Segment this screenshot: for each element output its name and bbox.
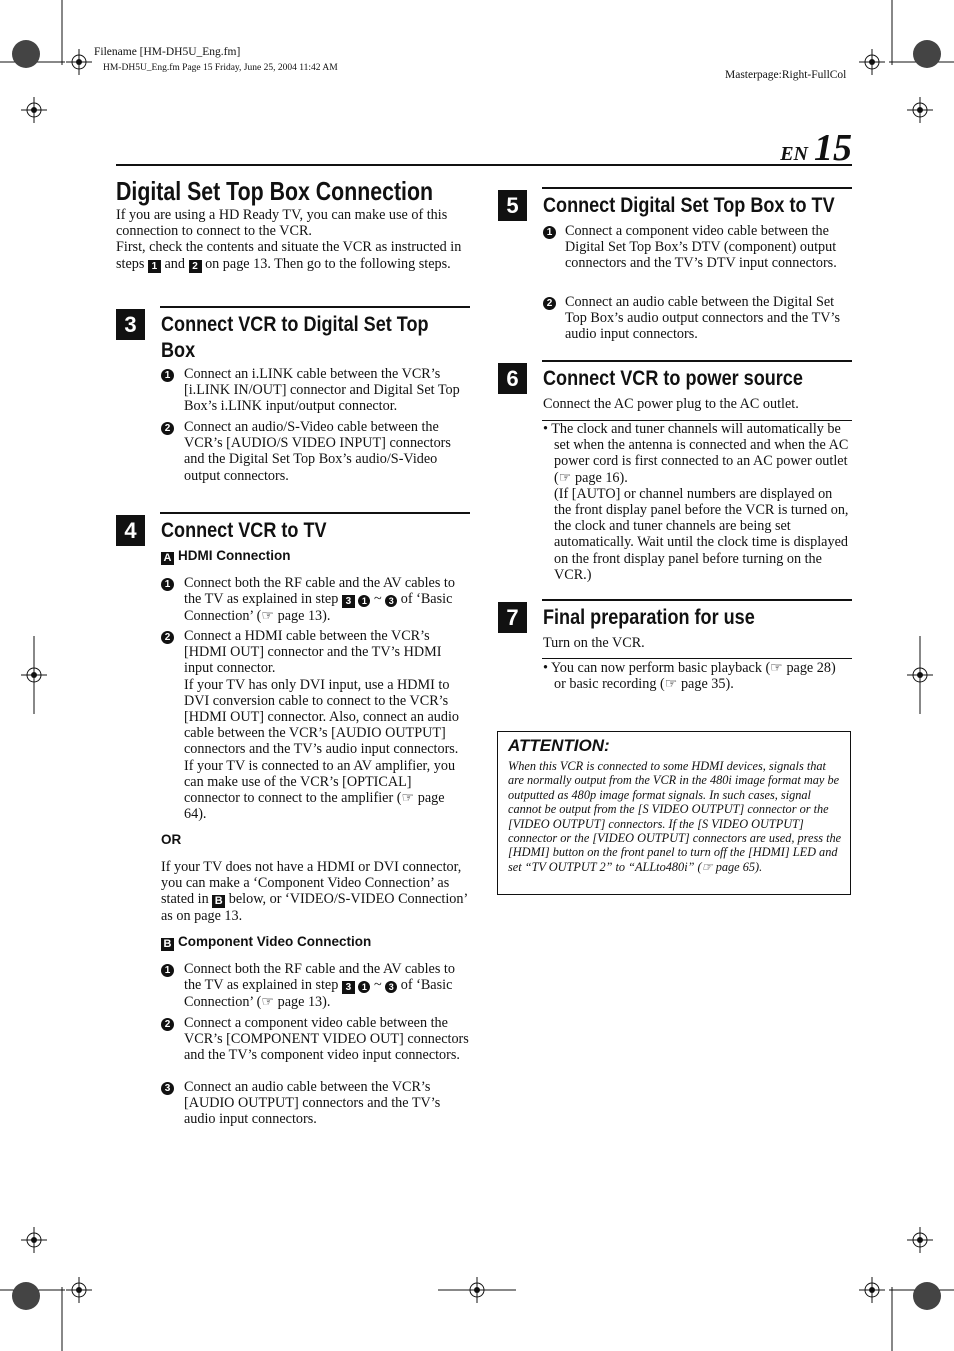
intro-p1: If you are using a HD Ready TV, you can make use of this connection to connect to the VCR. [116,207,448,240]
step-5-item-2-number: 2 [543,297,556,310]
attention-text: When this VCR is connected to some HDMI devices, signals that are normally output from the VCR in the 480i image format may be outputted as 480p image format signals. In such cases, signal cannot be output from the [S VIDEO OUTPUT] connector or the [VIDEO OUTPUT] connectors. If the [S VIDEO OUTPUT] connector or the [VIDEO OUTPUT] connectors are used, press the [HDMI] button on the front panel to turn off the [HDMI] LED and set “TV OUTPUT 2” to “ALLto480i” (☞ page 65). [508,759,842,874]
step-5-title [543,193,882,219]
or-paragraph [161,859,469,925]
filename-line: Filename [HM-DH5U_Eng.fm] [94,46,241,58]
language-code: EN [780,143,808,165]
or-label: OR [161,832,182,847]
step-3-item-2-number: 2 [161,422,174,435]
step-5-item-1-number: 1 [543,226,556,239]
step-7-rule [542,599,852,601]
hdmi-ref-to: 3 [385,595,397,607]
hdmi-ref-step: 3 [342,595,355,608]
component-item-1 [184,961,470,1010]
component-item-1-text: Connect both the RF cable and the AV cables to the TV as explained in step [184,961,455,994]
or-letter-badge: B [212,895,225,908]
hdmi-item-2-text: Connect a HDMI cable between the VCR’s [HDMI OUT] connector and the TV’s HDMI input connector. [184,628,442,677]
intro-p2-end: on page 13. Then go to the following steps. [205,255,451,272]
component-item-1-end: of ‘Basic Connection’ (☞ page 13). [184,977,453,1011]
component-item-3-number: 3 [161,1082,174,1095]
component-connection-heading [161,934,371,951]
component-ref-step: 3 [342,981,355,994]
step-7-text: Turn on the VCR. [543,635,645,651]
hdmi-item-1-number: 1 [161,578,174,591]
step-7-note-rule [542,658,852,659]
hdmi-item-2-dvi-note: If your TV has only DVI input, use a HDMI to DVI conversion cable to connect to the VCR’s [HDMI OUT] connector. Also, connect an audio cable between the VCR’s [AUDIO OUTPUT] connectors and the TV’s audio input connectors. If your TV is connected to an AV amplifier, you can make use of the VCR’s [OPTICAL] connector to connect to the amplifier (☞ page 64). [184,676,460,823]
step-6-bullet-paren: (If [AUTO] or channel numbers are displayed on the front display panel before the VCR is turned on, the clock and tuner channels are being set automatically. Wait until the clock time is displayed on the front display panel before turning on the VCR.) [554,485,849,583]
step-ref-2: 2 [189,260,202,273]
component-item-2-number: 2 [161,1018,174,1031]
step-3-title-line1: Connect VCR to Digital Set Top [161,313,429,336]
step-3-item-1: Connect an i.LINK cable between the VCR’s [i.LINK IN/OUT] connector and Digital Set Top Box’s i.LINK input/output connector. [184,366,460,415]
step-6-rule [542,360,852,362]
header-rule [116,164,852,166]
step-5-title-text: Connect Digital Set Top Box to TV [543,194,835,217]
step-4-title [161,518,354,544]
step-4-badge: 4 [116,515,145,546]
hdmi-connection-heading [161,548,291,565]
step-3-badge: 3 [116,309,145,340]
component-letter-badge: B [161,938,174,951]
page-info-line: HM-DH5U_Eng.fm Page 15 Friday, June 25, 2004 11:42 AM [103,63,338,73]
attention-box [497,731,851,895]
step-3-item-2: Connect an audio/S-Video cable between the VCR’s [AUDIO/S VIDEO INPUT] connectors and the Digital Set Top Box’s audio/S-Video output connectors. [184,419,451,484]
page-number-value: 15 [814,127,852,169]
step-4-title-text: Connect VCR to TV [161,519,327,542]
step-3-title-line2: Box [161,339,196,362]
attention-title: ATTENTION: [508,736,610,755]
hdmi-item-2 [184,628,470,822]
step-6-text: Connect the AC power plug to the AC outlet. [543,396,799,412]
page-title: Digital Set Top Box Connection [116,176,434,206]
hdmi-item-1 [184,575,470,624]
step-7-badge: 7 [498,602,527,633]
step-5-badge: 5 [498,190,527,221]
step-4-rule [160,512,470,514]
intro-paragraph [116,207,472,273]
intro-p2-text: First, check the contents and situate the VCR as instructed in steps [116,239,462,272]
step-6-title-text: Connect VCR to power source [543,367,803,390]
component-item-3: Connect an audio cable between the VCR’s [AUDIO OUTPUT] connectors and the TV’s audio input connectors. [184,1079,441,1128]
hdmi-item-1-text: Connect both the RF cable and the AV cables to the TV as explained in step [184,575,455,608]
step-5-item-1: Connect a component video cable between the Digital Set Top Box’s DTV (component) output connectors and the TV’s DTV input connectors. [565,223,837,272]
step-3-rule [160,306,470,308]
hdmi-item-1-end: of ‘Basic Connection’ (☞ page 13). [184,591,453,625]
step-6-title [543,366,845,392]
step-6-note [543,421,851,583]
step-6-badge: 6 [498,363,527,394]
component-item-2: Connect a component video cable between the VCR’s [COMPONENT VIDEO OUT] connectors and the TV’s component video input connectors. [184,1015,469,1064]
component-ref-tilde: ~ [373,977,382,994]
component-ref-to: 3 [385,981,397,993]
step-7-title-text: Final preparation for use [543,606,755,629]
step-5-rule [542,187,852,189]
step-7-bullet: • You can now perform basic playback (☞ page 28) or basic recording (☞ page 35). [543,660,836,693]
or-text-b: below, or ‘VIDEO/S-VIDEO Connection’ as on page 13. [161,891,468,925]
hdmi-ref-tilde: ~ [373,591,382,608]
hdmi-letter-badge: A [161,552,174,565]
intro-and: and [164,255,185,272]
masterpage-label: Masterpage:Right-FullCol [725,69,847,81]
intro-p2 [116,239,472,272]
step-3-item-1-number: 1 [161,369,174,382]
step-7-title [543,605,789,631]
or-text-a: If your TV does not have a HDMI or DVI connector, you can make a ‘Component Video Connection’ as stated in [161,859,462,908]
component-item-1-number: 1 [161,964,174,977]
step-3-title [161,312,472,364]
hdmi-connection-label: HDMI Connection [178,548,291,563]
hdmi-ref-from: 1 [358,595,370,607]
step-ref-1: 1 [148,260,161,273]
component-ref-from: 1 [358,981,370,993]
hdmi-item-2-number: 2 [161,631,174,644]
step-5-item-2: Connect an audio cable between the Digital Set Top Box’s audio output connectors and the TV’s audio input connectors. [565,294,840,343]
component-connection-label: Component Video Connection [178,934,372,949]
step-6-bullet: • The clock and tuner channels will automatically be set when the antenna is connected and when the AC power cord is first connected to an AC power outlet (☞ page 16). [543,421,849,486]
